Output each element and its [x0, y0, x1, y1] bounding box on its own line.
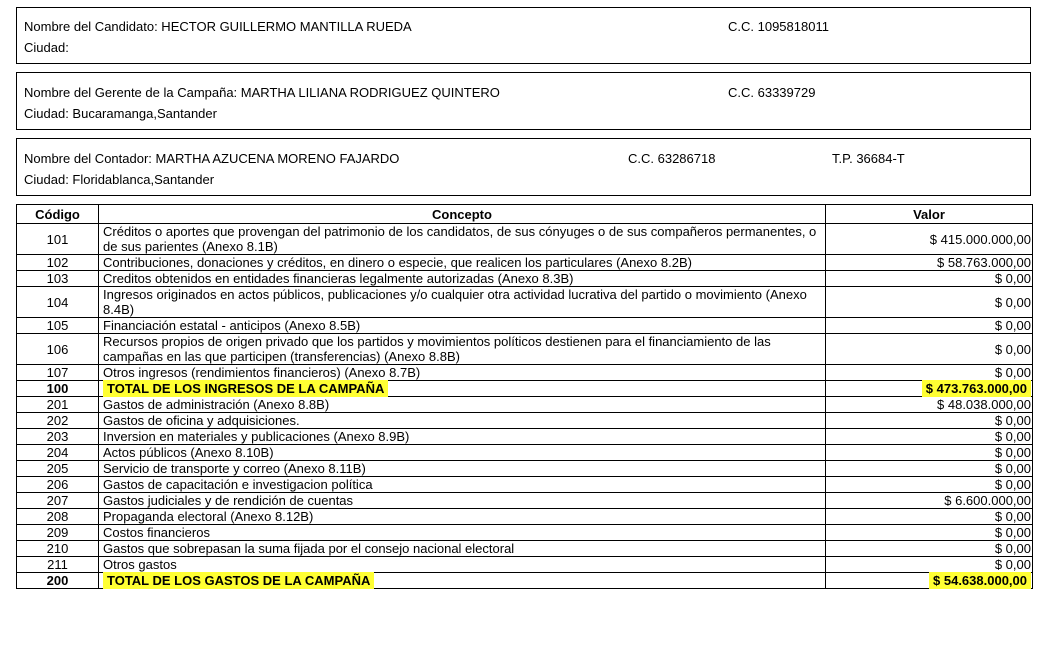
row-code: 202 — [17, 413, 99, 429]
row-code: 203 — [17, 429, 99, 445]
row-code: 208 — [17, 509, 99, 525]
table-row — [17, 413, 1033, 429]
table-row — [17, 271, 1033, 287]
row-value: $ 0,00 — [826, 429, 1033, 445]
row-value: $ 48.038.000,00 — [826, 397, 1033, 413]
row-concept: Otros gastos — [99, 557, 826, 573]
total-row — [17, 381, 1033, 397]
table-row — [17, 255, 1033, 271]
table-header-row — [17, 205, 1033, 224]
row-value: $ 0,00 — [826, 541, 1033, 557]
row-code: 104 — [17, 287, 99, 318]
row-code: 105 — [17, 318, 99, 334]
accountant-box — [16, 138, 1031, 196]
row-concept: Gastos de administración (Anexo 8.8B) — [99, 397, 826, 413]
row-value: $ 0,00 — [826, 525, 1033, 541]
row-value: $ 415.000.000,00 — [826, 224, 1033, 255]
table-row — [17, 477, 1033, 493]
row-value: $ 0,00 — [826, 271, 1033, 287]
accountant-tp: T.P. 36684-T — [832, 151, 905, 166]
row-code: 200 — [17, 573, 99, 589]
row-code: 102 — [17, 255, 99, 271]
row-concept: Gastos que sobrepasan la suma fijada por el consejo nacional electoral — [99, 541, 826, 557]
row-code: 201 — [17, 397, 99, 413]
campaign-finance-table — [16, 204, 1033, 589]
row-code: 101 — [17, 224, 99, 255]
row-value: $ 0,00 — [826, 445, 1033, 461]
table-row — [17, 525, 1033, 541]
row-value: $ 0,00 — [826, 509, 1033, 525]
header-concept: Concepto — [99, 205, 826, 224]
row-code: 207 — [17, 493, 99, 509]
row-concept: Costos financieros — [99, 525, 826, 541]
row-concept: Inversion en materiales y publicaciones (Anexo 8.9B) — [99, 429, 826, 445]
row-concept: Contribuciones, donaciones y créditos, en dinero o especie, que realicen los particulares (Anexo 8.2B) — [99, 255, 826, 271]
accountant-city: Ciudad: Floridablanca,Santander — [24, 172, 215, 187]
table-row — [17, 557, 1033, 573]
total-value-cell — [826, 381, 1033, 397]
table-row — [17, 224, 1033, 255]
table-row — [17, 461, 1033, 477]
row-concept: Gastos judiciales y de rendición de cuentas — [99, 493, 826, 509]
table-row — [17, 287, 1033, 318]
candidate-box — [16, 7, 1031, 64]
row-value: $ 0,00 — [826, 287, 1033, 318]
row-value: $ 0,00 — [826, 365, 1033, 381]
row-concept: Propaganda electoral (Anexo 8.12B) — [99, 509, 826, 525]
row-value: $ 0,00 — [826, 477, 1033, 493]
row-code: 100 — [17, 381, 99, 397]
manager-name: Nombre del Gerente de la Campaña: MARTHA LILIANA RODRIGUEZ QUINTERO — [24, 85, 500, 100]
row-concept: Recursos propios de origen privado que los partidos y movimientos políticos destienen para el financiamiento de las campañas en las que participen (transferencias) (Anexo 8.8B) — [99, 334, 826, 365]
row-concept: Gastos de oficina y adquisiciones. — [99, 413, 826, 429]
manager-box — [16, 72, 1031, 130]
accountant-name: Nombre del Contador: MARTHA AZUCENA MORENO FAJARDO — [24, 151, 400, 166]
table-row — [17, 365, 1033, 381]
table-row — [17, 429, 1033, 445]
total-concept: TOTAL DE LOS INGRESOS DE LA CAMPAÑA — [103, 380, 388, 397]
total-concept-cell — [99, 573, 826, 589]
row-value: $ 0,00 — [826, 557, 1033, 573]
row-code: 107 — [17, 365, 99, 381]
table-row — [17, 397, 1033, 413]
row-code: 209 — [17, 525, 99, 541]
total-row — [17, 573, 1033, 589]
row-concept: Creditos obtenidos en entidades financieras legalmente autorizadas (Anexo 8.3B) — [99, 271, 826, 287]
row-code: 204 — [17, 445, 99, 461]
row-concept: Ingresos originados en actos públicos, publicaciones y/o cualquier otra actividad lucrativa del partido o movimiento (Anexo 8.4B) — [99, 287, 826, 318]
manager-id: C.C. 63339729 — [728, 85, 816, 100]
row-code: 106 — [17, 334, 99, 365]
candidate-id: C.C. 1095818011 — [728, 19, 829, 34]
table-row — [17, 445, 1033, 461]
row-concept: Servicio de transporte y correo (Anexo 8.11B) — [99, 461, 826, 477]
row-concept: Créditos o aportes que provengan del patrimonio de los candidatos, de sus cónyuges o de sus compañeros permanentes, o de sus parientes (Anexo 8.1B) — [99, 224, 826, 255]
table-row — [17, 493, 1033, 509]
row-value: $ 58.763.000,00 — [826, 255, 1033, 271]
table-row — [17, 509, 1033, 525]
row-value: $ 6.600.000,00 — [826, 493, 1033, 509]
table-row — [17, 541, 1033, 557]
row-code: 103 — [17, 271, 99, 287]
total-value: $ 473.763.000,00 — [922, 380, 1031, 397]
total-value-cell — [826, 573, 1033, 589]
header-code: Código — [17, 205, 99, 224]
candidate-city: Ciudad: — [24, 40, 69, 55]
row-concept: Otros ingresos (rendimientos financieros) (Anexo 8.7B) — [99, 365, 826, 381]
header-value: Valor — [826, 205, 1033, 224]
candidate-name: Nombre del Candidato: HECTOR GUILLERMO MANTILLA RUEDA — [24, 19, 412, 34]
total-concept: TOTAL DE LOS GASTOS DE LA CAMPAÑA — [103, 572, 374, 589]
manager-city: Ciudad: Bucaramanga,Santander — [24, 106, 217, 121]
row-value: $ 0,00 — [826, 461, 1033, 477]
accountant-id: C.C. 63286718 — [628, 151, 716, 166]
table-row — [17, 334, 1033, 365]
row-code: 205 — [17, 461, 99, 477]
row-concept: Financiación estatal - anticipos (Anexo 8.5B) — [99, 318, 826, 334]
table-row — [17, 318, 1033, 334]
row-concept: Actos públicos (Anexo 8.10B) — [99, 445, 826, 461]
row-code: 211 — [17, 557, 99, 573]
total-concept-cell — [99, 381, 826, 397]
row-value: $ 0,00 — [826, 318, 1033, 334]
row-value: $ 0,00 — [826, 334, 1033, 365]
total-value: $ 54.638.000,00 — [929, 572, 1031, 589]
row-concept: Gastos de capacitación e investigacion política — [99, 477, 826, 493]
row-value: $ 0,00 — [826, 413, 1033, 429]
row-code: 210 — [17, 541, 99, 557]
row-code: 206 — [17, 477, 99, 493]
